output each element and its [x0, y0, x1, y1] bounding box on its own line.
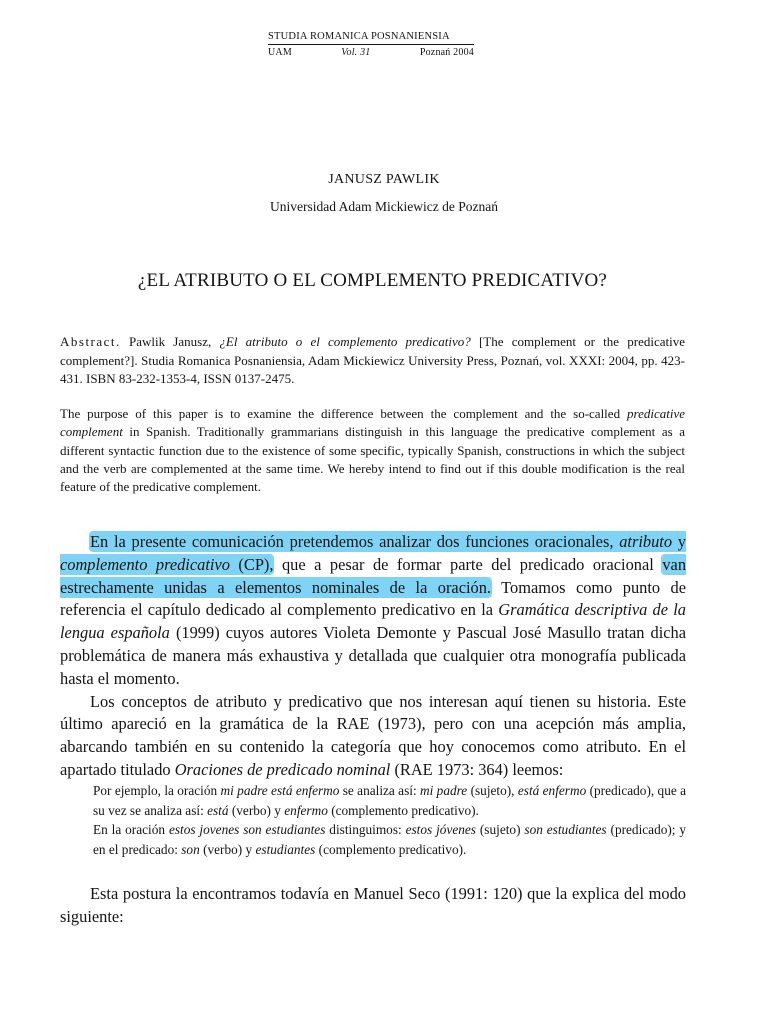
quote-text: En la oración	[93, 822, 166, 838]
p2-italic: Oraciones de predicado nominal	[174, 759, 391, 779]
p1-italic-atributo: atributo	[619, 532, 673, 551]
place-year: Poznań 2004	[419, 47, 474, 58]
author-affiliation: Universidad Adam Mickiewicz de Poznań	[270, 199, 498, 214]
p2-text: Los conceptos de atributo y predicativo que nos interesan aquí tienen su historia. Este último apareció en la gramática de la RAE (1973), pero con una acepción más amplia, abarcando también en su contenido la categoría que hoy conocemos como atributo. En el apartado titulado	[60, 691, 686, 779]
closing-paragraph	[60, 883, 686, 929]
quote-text: distinguimos:	[329, 822, 402, 838]
quote-text: (verbo) y	[203, 842, 253, 858]
summary-italic-term: predicative complement	[60, 406, 686, 440]
summary-text-2: in Spanish. Traditionally grammarians distinguish in this language the predicative complement as a different syntactic function due to the existence of some specific, typically Spanish, constructions in which the subject and the verb are complemented at the same time. We hereby intend to find out if this double modification is the real feature of the predicative complement.	[60, 424, 686, 495]
p1-italic-complemento: complemento predicativo	[60, 554, 230, 574]
quote-line-2	[93, 820, 686, 859]
quote-italic: estos jovenes son estudiantes	[168, 822, 326, 838]
p1-text-y: y	[677, 532, 686, 551]
p1-text-cp: (CP),	[238, 554, 274, 574]
p1-text-d: (1999) cuyos autores Violeta Demonte y Pascual José Masullo tratan dicha problemática de manera más exhaustiva y detallada que cualquier otra monografía publicada hasta el momento.	[60, 623, 686, 688]
paper-title: ¿EL ATRIBUTO O EL COMPLEMENTO PREDICATIVO?	[137, 270, 608, 291]
quote-text: (sujeto)	[479, 822, 521, 838]
quote-italic: está	[207, 802, 229, 818]
quote-italic: está enfermo	[517, 783, 587, 798]
abstract	[60, 333, 685, 389]
quote-italic: mi padre	[420, 783, 468, 798]
quote-italic: son estudiantes	[524, 822, 607, 838]
p1-text-a: En la presente comunicación pretendemos analizar dos funciones oracionales,	[90, 532, 614, 551]
paragraph-3: Esta postura la encontramos todavía en Manuel Seco (1991: 120) que la explica del modo siguiente:	[60, 884, 686, 926]
journal-meta	[268, 47, 474, 58]
summary-text-1: The purpose of this paper is to examine the difference between the complement and the so-called	[60, 406, 621, 421]
quote-line-1	[93, 781, 686, 820]
p1-text-b: que a pesar de formar parte del predicado oracional	[281, 554, 654, 574]
english-summary	[60, 405, 685, 496]
quote-text: (complemento predicativo).	[318, 842, 467, 858]
author-name: JANUSZ PAWLIK	[328, 172, 440, 187]
body-paragraphs	[60, 531, 686, 782]
p2-text-end: (RAE 1973: 364) leemos:	[394, 759, 564, 779]
abstract-label: Abstract.	[60, 334, 121, 349]
publisher: UAM	[268, 47, 292, 58]
journal-header	[268, 31, 474, 58]
paragraph-1	[60, 531, 686, 691]
quote-text: (verbo) y	[231, 802, 281, 818]
highlight-2: van estrechamente unidas a elementos nominales de la oración.	[60, 554, 687, 597]
quote-italic: enfermo	[284, 802, 328, 818]
p1-text-c: Tomamos como punto de referencia el capítulo dedicado al complemento predicativo en la	[60, 577, 686, 620]
abstract-title: ¿El atributo o el complemento predicativo?	[219, 334, 471, 349]
quote-italic: estos jóvenes	[405, 822, 476, 838]
quote-italic: mi padre está enfermo	[220, 783, 340, 798]
journal-name: STUDIA ROMANICA POSNANIENSIA	[268, 31, 474, 45]
quote-text: (sujeto),	[470, 783, 515, 798]
abstract-author: Pawlik Janusz,	[129, 334, 212, 349]
quote-italic: son	[181, 842, 200, 858]
block-quote	[93, 781, 686, 860]
quote-text: se analiza así:	[342, 783, 417, 798]
quote-italic: estudiantes	[255, 842, 316, 858]
quote-text: (predicado), que a su vez se analiza así:	[93, 783, 687, 818]
p1-italic-book: Gramática descriptiva de la lengua española	[60, 600, 686, 643]
quote-text: (complemento predicativo).	[331, 802, 479, 818]
quote-text: Por ejemplo, la oración	[93, 783, 218, 798]
volume: Vol. 31	[341, 47, 371, 58]
paragraph-2	[60, 691, 686, 782]
quote-text: (predicado); y en el predicado:	[93, 822, 687, 858]
abstract-citation: [The complement or the predicative complement?]. Studia Romanica Posnaniensia, Adam Mickiewicz University Press, Poznań, vol. XXXI: 2004, pp. 423-431. ISBN 83-232-1353-4, ISSN 0137-2475.	[60, 334, 686, 386]
